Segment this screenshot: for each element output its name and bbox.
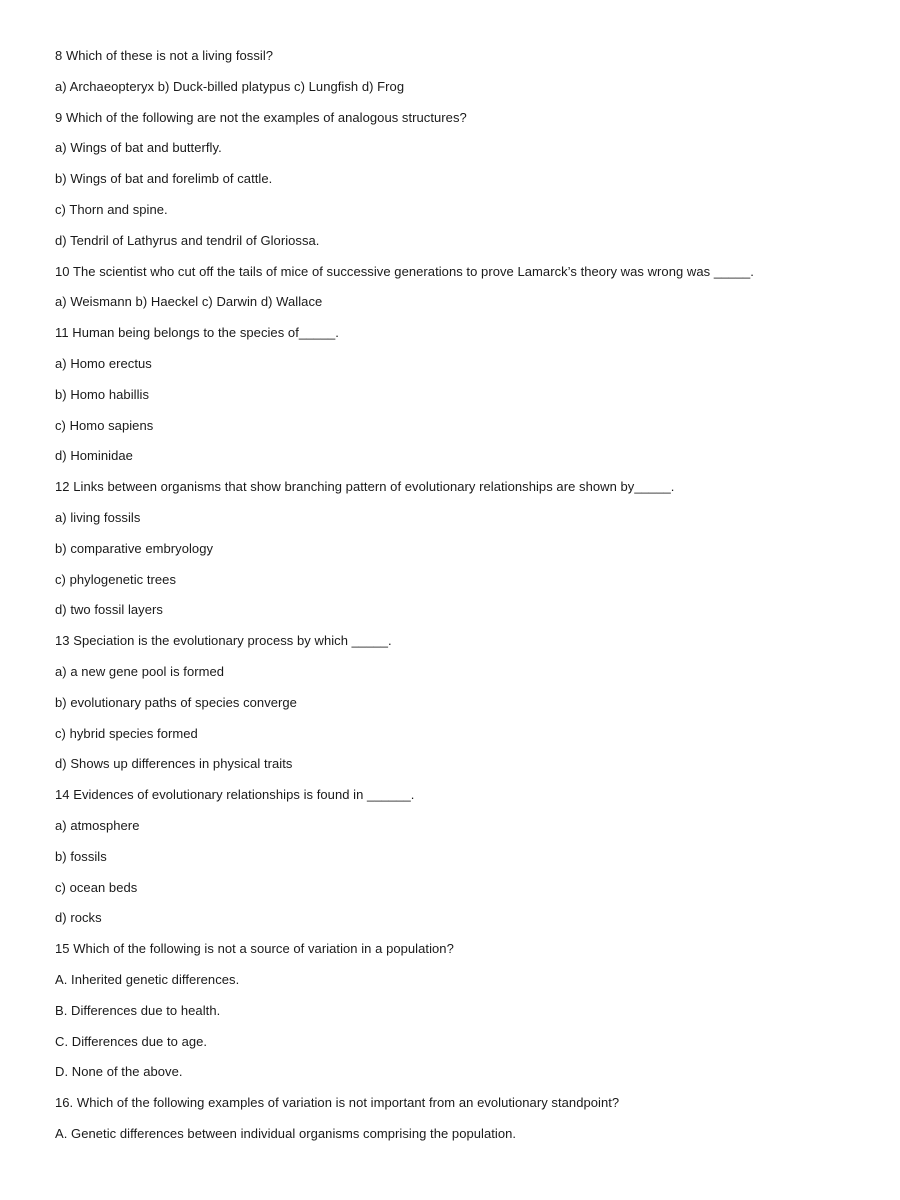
question-9-option-c: c) Thorn and spine. (55, 201, 168, 217)
question-15-option-b: B. Differences due to health. (55, 1002, 221, 1018)
question-12-option-c: c) phylogenetic trees (55, 571, 177, 587)
question-12-option-b: b) comparative embryology (55, 540, 214, 556)
question-13-option-d: d) Shows up differences in physical traits (55, 756, 293, 772)
question-12-option-a: a) living fossils (55, 509, 141, 525)
question-11: 11 Human being belongs to the species of_____. (55, 325, 339, 341)
question-8: 8 Which of these is not a living fossil? (55, 48, 274, 63)
question-12: 12 Links between organisms that show branching pattern of evolutionary relationships are shown by_____. (55, 479, 675, 495)
question-11-option-c: c) Homo sapiens (55, 417, 154, 433)
question-14-option-d: d) rocks (55, 910, 102, 926)
question-15-option-d: D. None of the above. (55, 1064, 183, 1080)
question-13-option-c: c) hybrid species formed (55, 725, 198, 741)
question-9-option-d: d) Tendril of Lathyrus and tendril of Gloriossa. (55, 232, 320, 248)
question-16: 16. Which of the following examples of variation is not important from an evolutionary standpoint? (55, 1095, 620, 1111)
question-9-option-a: a) Wings of bat and butterfly. (55, 140, 222, 156)
question-8-options: a) Archaeopteryx b) Duck-billed platypus c) Lungfish d) Frog (55, 78, 405, 94)
question-14-option-a: a) atmosphere (55, 817, 140, 833)
question-14-option-c: c) ocean beds (55, 879, 138, 895)
question-11-option-d: d) Hominidae (55, 448, 133, 464)
document-page (55, 46, 885, 1155)
question-14-option-b: b) fossils (55, 848, 107, 864)
question-10: 10 The scientist who cut off the tails of mice of successive generations to prove Lamarck’s theory was wrong was _____. (55, 263, 754, 279)
question-11-option-a: a) Homo erectus (55, 355, 152, 371)
question-13: 13 Speciation is the evolutionary process by which _____. (55, 633, 392, 649)
question-13-option-a: a) a new gene pool is formed (55, 663, 225, 679)
question-15-option-c: C. Differences due to age. (55, 1033, 208, 1049)
question-15-option-a: A. Inherited genetic differences. (55, 971, 240, 987)
question-9-option-b: b) Wings of bat and forelimb of cattle. (55, 171, 273, 187)
question-10-options: a) Weismann b) Haeckel c) Darwin d) Wallace (55, 294, 323, 310)
question-14: 14 Evidences of evolutionary relationships is found in ______. (55, 787, 415, 803)
question-12-option-d: d) two fossil layers (55, 602, 163, 618)
question-11-option-b: b) Homo habillis (55, 386, 150, 402)
question-9: 9 Which of the following are not the examples of analogous structures? (55, 109, 467, 125)
question-16-option-a: A. Genetic differences between individual organisms comprising the population. (55, 1125, 517, 1141)
question-13-option-b: b) evolutionary paths of species converge (55, 694, 297, 710)
question-15: 15 Which of the following is not a source of variation in a population? (55, 941, 454, 957)
